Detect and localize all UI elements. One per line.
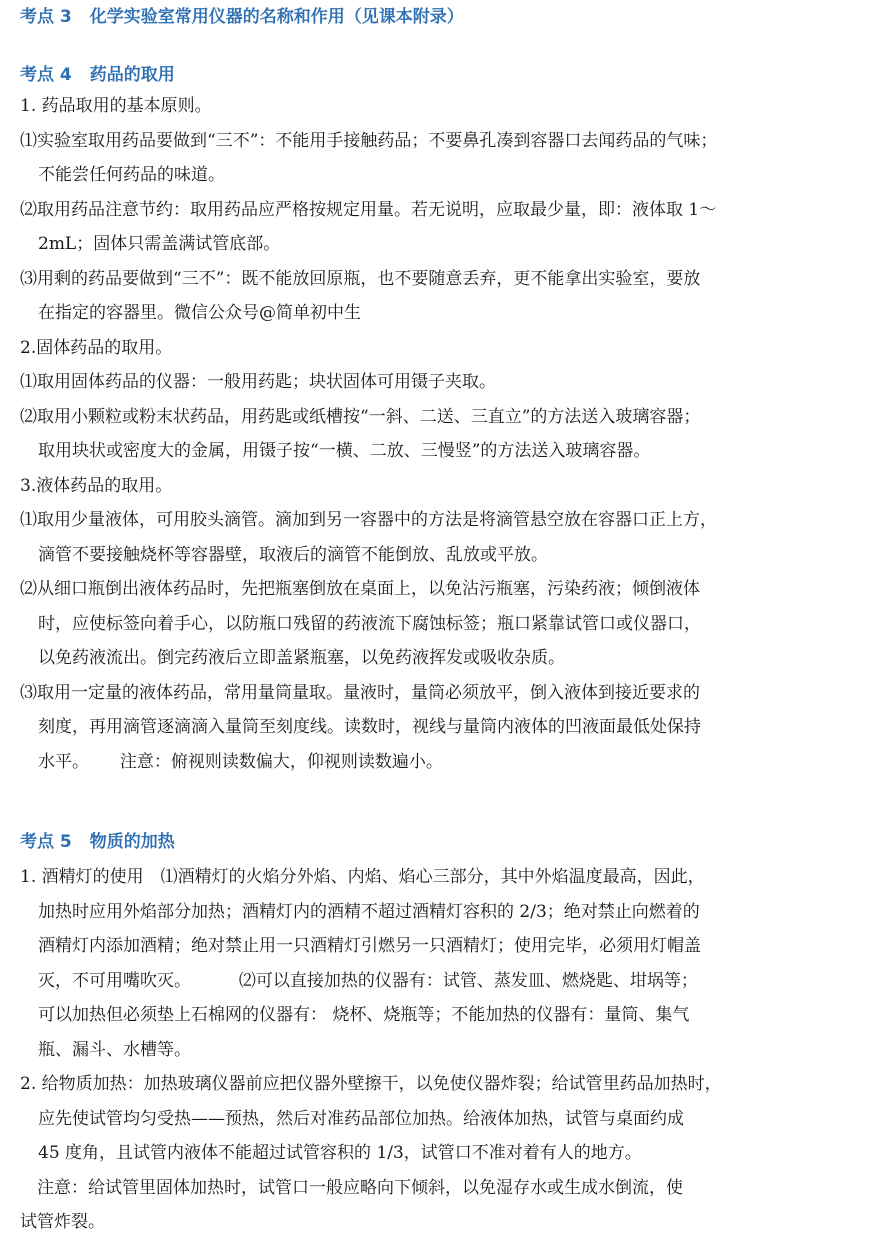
section-5-heading [20, 831, 175, 853]
body-line: 刻度，再用滴管逐滴滴入量筒至刻度线。读数时，视线与量筒内液体的凹液面最低处保持 [38, 717, 701, 737]
body-line: 3.液体药品的取用。 [20, 475, 173, 496]
body-line: 2.固体药品的取用。 [20, 337, 173, 358]
body-line: 灭，不可用嘴吹灭。 ⑵可以直接加热的仪器有：试管、蒸发皿、燃烧匙、坩埚等； [38, 970, 698, 991]
body-line: ⑶取用一定量的液体药品，常用量筒量取。量液时，量筒必须放平，倒入液体到接近要求的 [20, 682, 700, 703]
body-line: 不能尝任何药品的味道。 [38, 165, 225, 185]
body-line: 瓶、漏斗、水槽等。 [38, 1039, 191, 1060]
body-line: 2mL；固体只需盖满试管底部。 [38, 234, 281, 254]
body-line: ⑵从细口瓶倒出液体药品时，先把瓶塞倒放在桌面上，以免沾污瓶塞，污染药液；倾倒液体 [20, 579, 700, 599]
section-4-title: 药品的取用 [89, 65, 175, 85]
body-line: 试管炸裂。 [20, 1212, 105, 1232]
body-line: ⑴实验室取用药品要做到“三不”：不能用手接触药品；不要鼻孔凑到容器口去闻药品的气味； [20, 130, 718, 151]
section-4-body [20, 89, 785, 779]
body-line: 酒精灯内添加酒精；绝对禁止用一只酒精灯引燃另一只酒精灯；使用完毕，必须用灯帽盖 [38, 936, 701, 956]
body-line: ⑵取用药品注意节约：取用药品应严格按规定用量。若无说明，应取最少量，即：液体取 1～ [20, 199, 717, 220]
body-line: 以免药液流出。倒完药液后立即盖紧瓶塞，以免药液挥发或吸收杂质。 [38, 648, 565, 668]
body-line: 1. 酒精灯的使用 ⑴酒精灯的火焰分外焰、内焰、焰心三部分，其中外焰温度最高，因此， [20, 867, 705, 887]
section-5-label: 考点 5 [20, 832, 72, 852]
body-line: 2. 给物质加热：加热玻璃仪器前应把仪器外壁擦干，以免使仪器炸裂；给试管里药品加热时， [20, 1074, 722, 1094]
body-line: 可以加热但必须垫上石棉网的仪器有： 烧杯、烧瓶等；不能加热的仪器有：量筒、集气 [38, 1005, 690, 1025]
body-line: ⑵取用小颗粒或粉末状药品，用药匙或纸槽按“一斜、二送、三直立”的方法送入玻璃容器； [20, 406, 701, 427]
body-line: 1. 药品取用的基本原则。 [20, 96, 212, 116]
section-4-label: 考点 4 [20, 65, 72, 85]
body-line: 在指定的容器里。微信公众号@简单初中生 [38, 303, 361, 323]
section-3-heading [20, 6, 464, 28]
body-line: 水平。 注意：俯视则读数偏大，仰视则读数遍小。 [38, 751, 443, 772]
body-line: 45 度角，且试管内液体不能超过试管容积的 1/3，试管口不准对着有人的地方。 [38, 1143, 642, 1163]
body-line: 加热时应用外焰部分加热；酒精灯内的酒精不超过酒精灯容积的 2/3；绝对禁止向燃着的 [38, 901, 700, 922]
body-line: 应先使试管均匀受热——预热，然后对准药品部位加热。给液体加热，试管与桌面约成 [38, 1108, 684, 1129]
body-line: 取用块状或密度大的金属，用镊子按“一横、二放、三慢竖”的方法送入玻璃容器。 [38, 441, 651, 461]
body-line: ⑶用剩的药品要做到“三不”：既不能放回原瓶，也不要随意丢弃，更不能拿出实验室，要放 [20, 268, 701, 289]
body-line: 滴管不要接触烧杯等容器壁，取液后的滴管不能倒放、乱放或平放。 [38, 544, 548, 565]
body-line: 时，应使标签向着手心，以防瓶口残留的药液流下腐蚀标签；瓶口紧靠试管口或仪器口， [38, 613, 701, 634]
section-3-label: 考点 3 [20, 7, 72, 27]
section-4-heading [20, 64, 175, 86]
section-3-title: 化学实验室常用仪器的名称和作用（见课本附录） [89, 7, 464, 27]
section-5-body [20, 860, 785, 1240]
section-5-title: 物质的加热 [89, 832, 175, 852]
body-line: ⑴取用固体药品的仪器：一般用药匙；块状固体可用镊子夹取。 [20, 372, 496, 392]
body-line: ⑴取用少量液体，可用胶头滴管。滴加到另一容器中的方法是将滴管悬空放在容器口正上方， [20, 510, 717, 530]
body-line: 注意：给试管里固体加热时，试管口一般应略向下倾斜，以免湿存水或生成水倒流，使 [20, 1177, 683, 1198]
